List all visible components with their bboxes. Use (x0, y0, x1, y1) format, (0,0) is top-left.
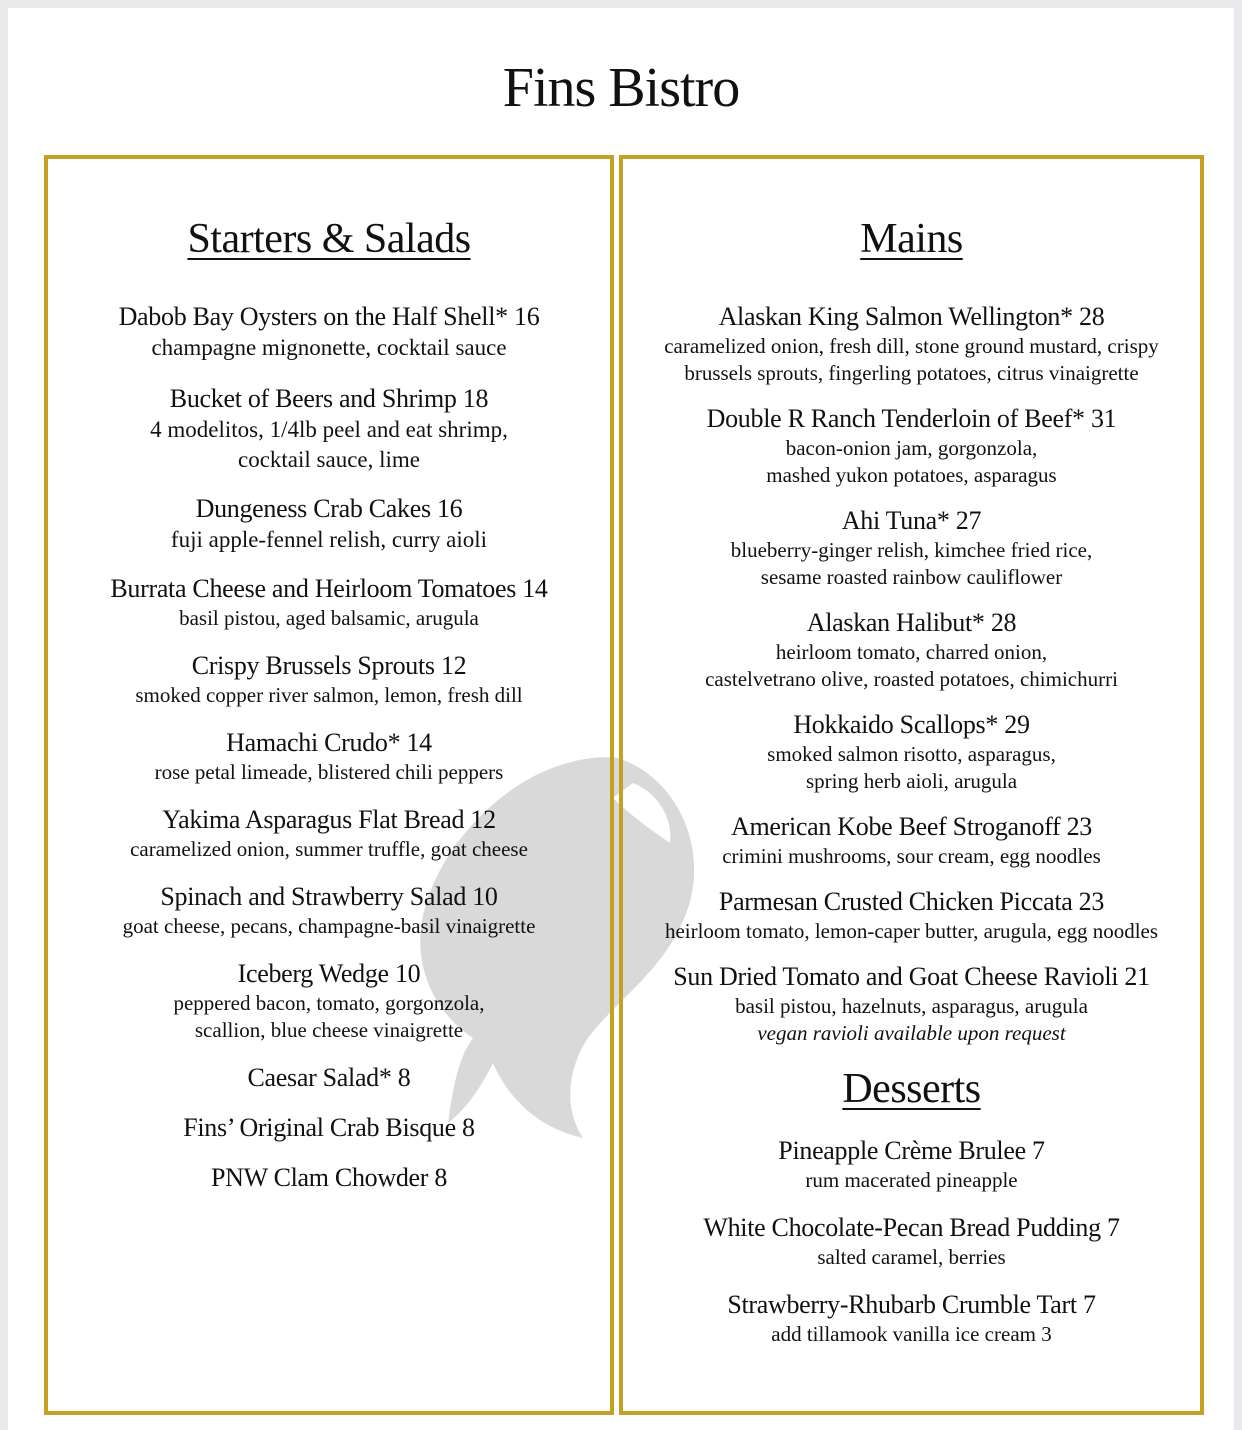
menu-item (623, 961, 1200, 1047)
menu-item (48, 1112, 610, 1144)
item-desc: smoked copper river salmon, lemon, fresh dill (135, 683, 523, 707)
item-name: Double R Ranch Tenderloin of Beef* 31 (706, 404, 1117, 433)
item-name: Dabob Bay Oysters on the Half Shell* 16 (118, 302, 540, 331)
item-desc: basil pistou, hazelnuts, asparagus, arugula (735, 994, 1088, 1018)
item-desc: goat cheese, pecans, champagne-basil vinaigrette (122, 914, 536, 938)
item-desc: fuji apple-fennel relish, curry aioli (170, 527, 488, 552)
item-desc: scallion, blue cheese vinaigrette (194, 1018, 464, 1042)
item-desc: mashed yukon potatoes, asparagus (766, 463, 1057, 487)
menu-item (48, 881, 610, 940)
item-desc: crimini mushrooms, sour cream, egg noodles (722, 844, 1101, 868)
item-desc: cocktail sauce, lime (237, 447, 420, 472)
item-name: Bucket of Beers and Shrimp 18 (169, 384, 489, 413)
menu-item (48, 573, 610, 632)
item-name: Hokkaido Scallops* 29 (793, 710, 1030, 739)
menu-item (48, 1162, 610, 1194)
item-name: Ahi Tuna* 27 (841, 506, 982, 535)
item-desc: basil pistou, aged balsamic, arugula (179, 606, 479, 630)
item-note: vegan ravioli available upon request (757, 1021, 1066, 1045)
mains-heading: Mains (860, 216, 963, 262)
item-desc: spring herb aioli, arugula (805, 769, 1018, 793)
menu-item (48, 383, 610, 475)
item-desc: salted caramel, berries (817, 1245, 1006, 1269)
restaurant-name: Fins Bistro (502, 57, 740, 119)
menu-item (623, 1289, 1200, 1348)
item-desc: champagne mignonette, cocktail sauce (151, 335, 507, 360)
menu-item (623, 607, 1200, 693)
menu-page (8, 8, 1234, 1430)
menu-item (623, 1212, 1200, 1271)
item-desc: sesame roasted rainbow cauliflower (760, 565, 1063, 589)
desserts-heading: Desserts (842, 1066, 981, 1112)
menu-item (623, 1135, 1200, 1194)
item-name: Caesar Salad* 8 (247, 1063, 411, 1092)
menu-item (623, 709, 1200, 795)
item-name: White Chocolate-Pecan Bread Pudding 7 (703, 1213, 1120, 1242)
item-name: Spinach and Strawberry Salad 10 (160, 882, 498, 911)
item-desc: caramelized onion, summer truffle, goat cheese (130, 837, 528, 861)
item-name: Iceberg Wedge 10 (237, 959, 421, 988)
item-name: Crispy Brussels Sprouts 12 (191, 651, 467, 680)
item-name: Burrata Cheese and Heirloom Tomatoes 14 (110, 574, 548, 603)
item-name: Pineapple Crème Brulee 7 (778, 1136, 1045, 1165)
mains-panel (619, 155, 1204, 1415)
item-name: PNW Clam Chowder 8 (210, 1163, 448, 1192)
item-name: Sun Dried Tomato and Goat Cheese Ravioli 21 (673, 962, 1150, 991)
item-desc: add tillamook vanilla ice cream 3 (771, 1322, 1052, 1346)
starters-heading: Starters & Salads (187, 216, 471, 262)
item-name: American Kobe Beef Stroganoff 23 (730, 812, 1093, 841)
item-desc: bacon-onion jam, gorgonzola, (785, 436, 1038, 460)
menu-item (48, 804, 610, 863)
menu-item (48, 958, 610, 1044)
item-name: Alaskan King Salmon Wellington* 28 (718, 302, 1105, 331)
menu-item (48, 650, 610, 709)
item-desc: brussels sprouts, fingerling potatoes, citrus vinaigrette (684, 361, 1139, 385)
item-name: Yakima Asparagus Flat Bread 12 (162, 805, 496, 834)
item-name: Dungeness Crab Cakes 16 (195, 494, 463, 523)
item-name: Strawberry-Rhubarb Crumble Tart 7 (727, 1290, 1096, 1319)
item-name: Parmesan Crusted Chicken Piccata 23 (718, 887, 1105, 916)
item-desc: smoked salmon risotto, asparagus, (767, 742, 1056, 766)
menu-item (48, 1062, 610, 1094)
item-desc: caramelized onion, fresh dill, stone ground mustard, crispy (664, 334, 1159, 358)
item-desc: heirloom tomato, lemon-caper butter, arugula, egg noodles (664, 919, 1159, 943)
item-desc: rose petal limeade, blistered chili peppers (154, 760, 504, 784)
menu-item (48, 493, 610, 555)
menu-item (623, 505, 1200, 591)
menu-item (623, 301, 1200, 387)
item-desc: rum macerated pineapple (805, 1168, 1018, 1192)
item-name: Fins’ Original Crab Bisque 8 (183, 1113, 475, 1142)
item-desc: 4 modelitos, 1/4lb peel and eat shrimp, (150, 417, 508, 442)
starters-panel (44, 155, 614, 1415)
menu-item (623, 403, 1200, 489)
menu-item (48, 727, 610, 786)
menu-item (623, 886, 1200, 945)
item-name: Alaskan Halibut* 28 (806, 608, 1017, 637)
item-desc: peppered bacon, tomato, gorgonzola, (173, 991, 485, 1015)
item-desc: castelvetrano olive, roasted potatoes, chimichurri (705, 667, 1118, 691)
menu-item (48, 301, 610, 363)
item-desc: heirloom tomato, charred onion, (775, 640, 1048, 664)
menu-item (623, 811, 1200, 870)
item-desc: blueberry-ginger relish, kimchee fried rice, (730, 538, 1093, 562)
item-name: Hamachi Crudo* 14 (226, 728, 432, 757)
